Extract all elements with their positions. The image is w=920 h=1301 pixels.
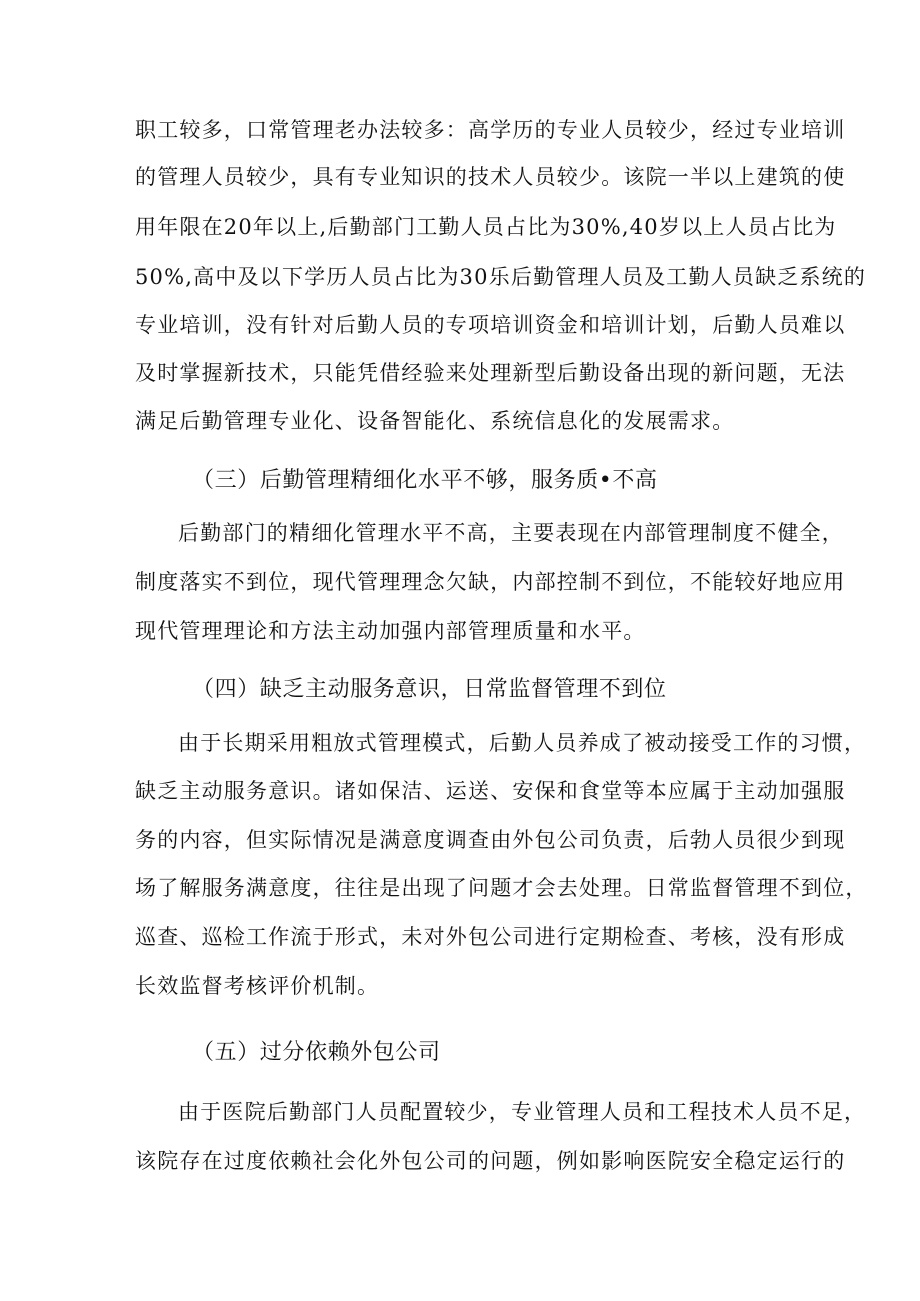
- paragraph-line: 满足后勤管理专业化、设备智能化、系统信息化的发展需求。: [135, 409, 735, 433]
- paragraph-line: 场了解服务满意度，往往是出现了问题才会去处理。日常监督管理不到位，: [135, 876, 868, 900]
- paragraph-line: 巡查、巡检工作流于形式，未对外包公司进行定期检查、考核，没有形成: [135, 925, 846, 949]
- paragraph-line: 该院存在过度依赖社会化外包公司的问题，例如影响医院安全稳定运行的: [135, 1149, 846, 1173]
- paragraph-line: 由于长期采用粗放式管理模式，后勤人员养成了被动接受工作的习惯，: [178, 731, 867, 755]
- paragraph-line: 的管理人员较少，具有专业知识的技术人员较少。该院一半以上建筑的使: [135, 165, 846, 189]
- paragraph-line: 务的内容，但实际情况是满意度调查由外包公司负责，后勃人员很少到现: [135, 828, 846, 852]
- paragraph-line: 现代管理理论和方法主动加强内部管理质量和水平。: [135, 619, 646, 643]
- paragraph-line: 职工较多，口常管理老办法较多：高学历的专业人员较少，经过专业培训: [135, 118, 846, 142]
- paragraph-line: 及时掌握新技术，只能凭借经验来处理新型后勤设备出现的新问题，无法: [135, 361, 846, 385]
- section-heading-3: （三）后勤管理精细化水平不够，服务质•不高: [192, 468, 658, 493]
- paragraph-line: 制度落实不到位，现代管理理念欠缺，内部控制不到位，不能较好地应用: [135, 570, 846, 594]
- paragraph-line: 后勤部门的精细化管理水平不高，主要表现在内部管理制度不健全，: [178, 521, 844, 545]
- section-heading-4: （四）缺乏主动服务意识，日常监督管理不到位: [192, 677, 667, 702]
- section-heading-5: （五）过分依赖外包公司: [192, 1040, 441, 1065]
- paragraph-line: 50%,高中及以下学历人员占比为30乐后勤管理人员及工勤人员缺乏系统的: [135, 265, 867, 289]
- paragraph-line: 缺乏主动服务意识。诸如保洁、运送、安保和食堂等本应属于主动加强服: [135, 779, 846, 803]
- paragraph-line: 由于医院后勤部门人员配置较少，专业管理人员和工程技术人员不足，: [178, 1100, 867, 1124]
- paragraph-line: 长效监督考核评价机制。: [135, 974, 380, 998]
- paragraph-line: 专业培训，没有针对后勤人员的专项培训资金和培训计划，后勤人员难以: [135, 313, 846, 337]
- paragraph-line: 用年限在20年以上,后勤部门工勤人员占比为30%,40岁以上人员占比为: [135, 215, 837, 239]
